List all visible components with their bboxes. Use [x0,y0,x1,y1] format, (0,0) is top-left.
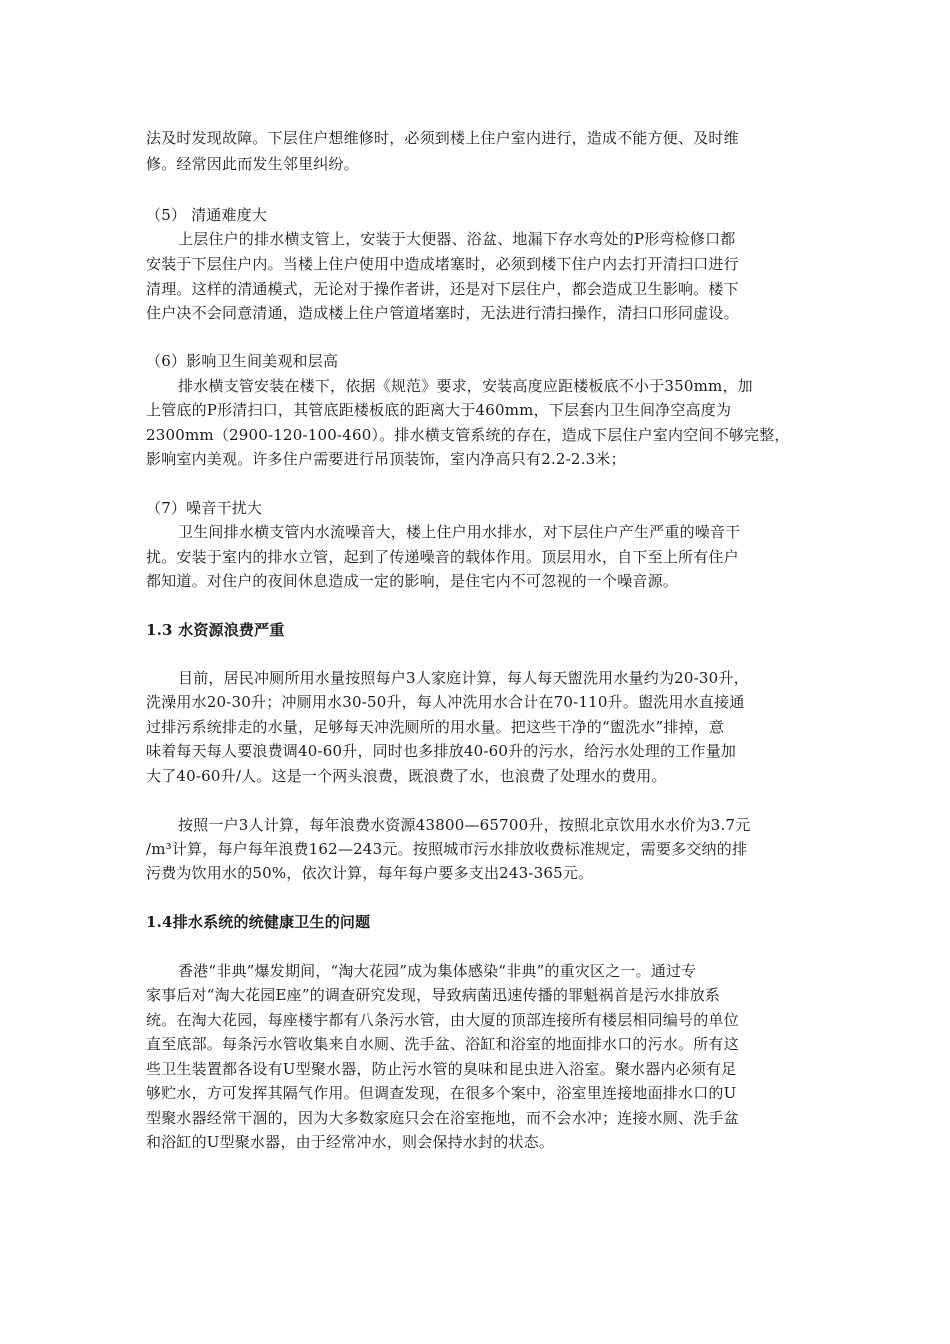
paragraph-line: 按照一户3人计算，每年浪费水资源43800—65700升，按照北京饮用水水价为3.7元 [178,816,751,834]
paragraph-line: 和浴缸的U型聚水器，由于经常冲水，则会保持水封的状态。 [146,1133,555,1151]
paragraph-line: /m³计算，每户每年浪费162—243元。按照城市污水排放收费标准规定，需要多交纳的排 [146,840,748,858]
section-1-4-heading: 1.4排水系统的统健康卫生的问题 [146,913,371,931]
paragraph-line: 清理。这样的清通模式，无论对于操作者讲，还是对下层住户，都会造成卫生影响。楼下 [146,280,739,298]
paragraph-line: 大了40-60升/人。这是一个两头浪费，既浪费了水，也浪费了处理水的费用。 [146,767,667,785]
paragraph-line: 安装于下层住户内。当楼上住户使用中造成堵塞时，必须到楼下住户内去打开清扫口进行 [146,255,739,273]
paragraph-line: 污费为饮用水的50%，依次计算，每年每户要多支出243-365元。 [146,864,594,882]
paragraph-line: 扰。安装于室内的排水立管，起到了传递噪音的载体作用。顶层用水，自下至上所有住户 [146,548,739,566]
paragraph-line: 目前，居民冲厕所用水量按照每户3人家庭计算，每人每天盥洗用水量约为20-30升， [178,669,749,687]
paragraph-line: 上管底的P形清扫口，其管底距楼板底的距离大于460mm，下层套内卫生间净空高度为 [146,401,732,419]
section-1-3-heading: 1.3 水资源浪费严重 [146,621,285,639]
paragraph-line: 卫生间排水横支管内水流噪音大，楼上住户用水排水，对下层住户产生严重的噪音干 [178,523,741,541]
paragraph-line: 型聚水器经常干涸的，因为大多数家庭只会在浴室拖地，而不会水冲；连接水厕、洗手盆 [146,1109,739,1127]
paragraph-line: 家事后对“淘大花园E座”的调查研究发现，导致病菌迅速传播的罪魁祸首是污水排放系 [146,986,721,1004]
paragraph-line: 直至底部。每条污水管收集来自水厕、洗手盆、浴缸和浴室的地面排水口的污水。所有这 [146,1035,739,1053]
paragraph-line: 香港“非典”爆发期间，“淘大花园”成为集体感染“非典”的重灾区之一。通过专 [178,962,697,980]
paragraph-line: 住户决不会同意清通，造成楼上住户管道堵塞时，无法进行清扫操作，清扫口形同虚设。 [146,304,739,322]
paragraph-line: 修。经常因此而发生邻里纠纷。 [146,155,359,173]
paragraph-line: 法及时发现故障。下层住户想维修时，必须到楼上住户室内进行，造成不能方便、及时维 [146,129,739,147]
section-7-title: （7）噪音干扰大 [146,499,263,517]
paragraph-line: 排水横支管安装在楼下，依据《规范》要求，安装高度应距楼板底不小于350mm，加 [178,377,753,395]
paragraph-line: 上层住户的排水横支管上，安装于大便器、浴盆、地漏下存水弯处的P形弯检修口都 [178,230,736,248]
paragraph-line: 些卫生装置都各设有U型聚水器，防止污水管的臭味和昆虫进入浴室。聚水器内必须有足 [146,1060,737,1078]
paragraph-line: 洗澡用水20-30升；冲厕用水30-50升，每人冲洗用水合计在70-110升。盥洗用水直接通 [146,693,745,711]
paragraph-line: 都知道。对住户的夜间休息造成一定的影响，是住宅内不可忽视的一个噪音源。 [146,572,679,590]
paragraph-line: 味着每天每人要浪费调40-60升，同时也多排放40-60升的污水，给污水处理的工作量加 [146,742,737,760]
paragraph-line: 够贮水，方可发挥其隔气作用。但调查发现，在很多个案中，浴室里连接地面排水口的U [146,1084,737,1102]
section-5-title: （5） 清通难度大 [146,206,268,224]
paragraph-line: 统。在淘大花园，每座楼宇都有八条污水管，由大厦的顶部连接所有楼层相同编号的单位 [146,1011,739,1029]
paragraph-line: 过排污系统排走的水量，足够每天冲洗厕所的用水量。把这些干净的“盥洗水”排掉，意 [146,718,725,736]
paragraph-line: 2300mm（2900-120-100-460）。排水横支管系统的存在，造成下层住户室内空间不够完整， [146,426,790,444]
paragraph-line: 影响室内美观。许多住户需要进行吊顶装饰，室内净高只有2.2-2.3米； [146,450,626,468]
section-6-title: （6）影响卫生间美观和层高 [146,352,339,370]
